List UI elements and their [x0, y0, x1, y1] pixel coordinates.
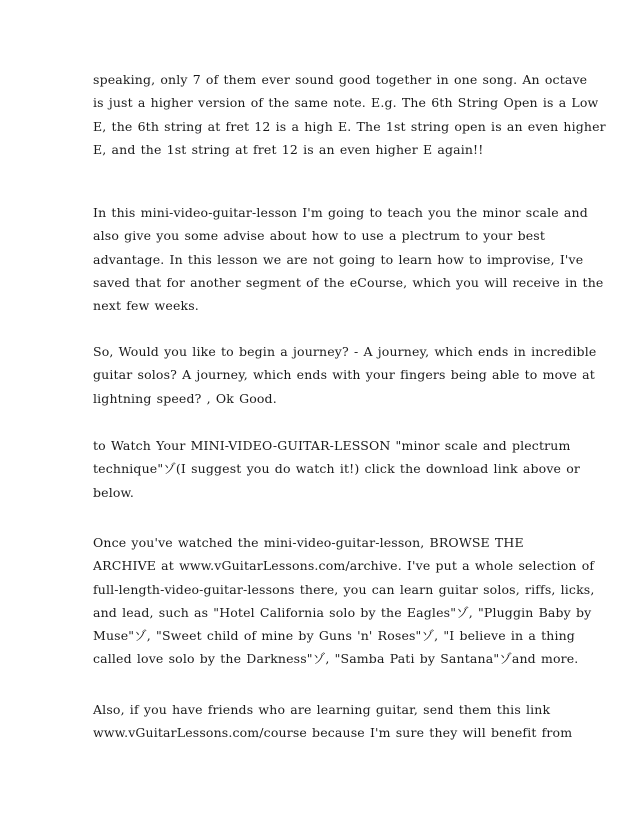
- text-line: advantage. In this lesson we are not going to learn how to improvise, I've: [93, 251, 584, 267]
- text-line: saved that for another segment of the eCourse, which you will receive in the: [93, 274, 604, 290]
- text-line: speaking, only 7 of them ever sound good together in one song. An octave: [93, 72, 588, 87]
- text-line: below.: [93, 484, 135, 500]
- text-line: also give you some advise about how to use a plectrum to your best: [93, 228, 546, 244]
- text-line: and lead, such as "Hotel California solo by the Eagles"ゾ, "Pluggin Baby by: [93, 604, 592, 620]
- text-line: next few weeks.: [93, 298, 199, 314]
- text-line: is just a higher version of the same note. E.g. The 6th String Open is a Low: [93, 95, 599, 111]
- text-line: Once you've watched the mini-video-guitar-lesson, BROWSE THE: [93, 535, 524, 550]
- text-line: In this mini-video-guitar-lesson I'm going to teach you the minor scale and: [93, 205, 588, 220]
- text-line: guitar solos? A journey, which ends with your fingers being able to move at: [93, 367, 595, 383]
- text-line: lightning speed? , Ok Good.: [93, 390, 277, 406]
- paragraph-lesson-intro: [93, 201, 604, 317]
- text-line: Also, if you have friends who are learning guitar, send them this link: [93, 702, 551, 717]
- text-line: E, the 6th string at fret 12 is a high E. The 1st string open is an even higher: [93, 118, 606, 134]
- paragraph-archive: [93, 531, 595, 671]
- text-line: ARCHIVE at www.vGuitarLessons.com/archive. I've put a whole selection of: [93, 558, 595, 574]
- paragraph-share: [93, 698, 573, 745]
- paragraph-journey: [93, 340, 597, 410]
- text-line: www.vGuitarLessons.com/course because I'm sure they will benefit from: [93, 725, 573, 741]
- text-line: full-length-video-guitar-lessons there, you can learn guitar solos, riffs, licks,: [93, 581, 595, 597]
- text-line: technique"ゾ(I suggest you do watch it!) click the download link above or: [93, 461, 581, 477]
- text-line: called love solo by the Darkness"ゾ, "Samba Pati by Santana"ゾand more.: [93, 651, 579, 667]
- paragraph-octave: [93, 68, 606, 161]
- text-line: Muse"ゾ, "Sweet child of mine by Guns 'n' Roses"ゾ, "I believe in a thing: [93, 628, 575, 644]
- paragraph-watch-lesson: [93, 434, 581, 504]
- text-line: E, and the 1st string at fret 12 is an even higher E again!!: [93, 141, 484, 157]
- text-line: So, Would you like to begin a journey? - A journey, which ends in incredible: [93, 344, 597, 359]
- text-line: to Watch Your MINI-VIDEO-GUITAR-LESSON "minor scale and plectrum: [93, 438, 571, 453]
